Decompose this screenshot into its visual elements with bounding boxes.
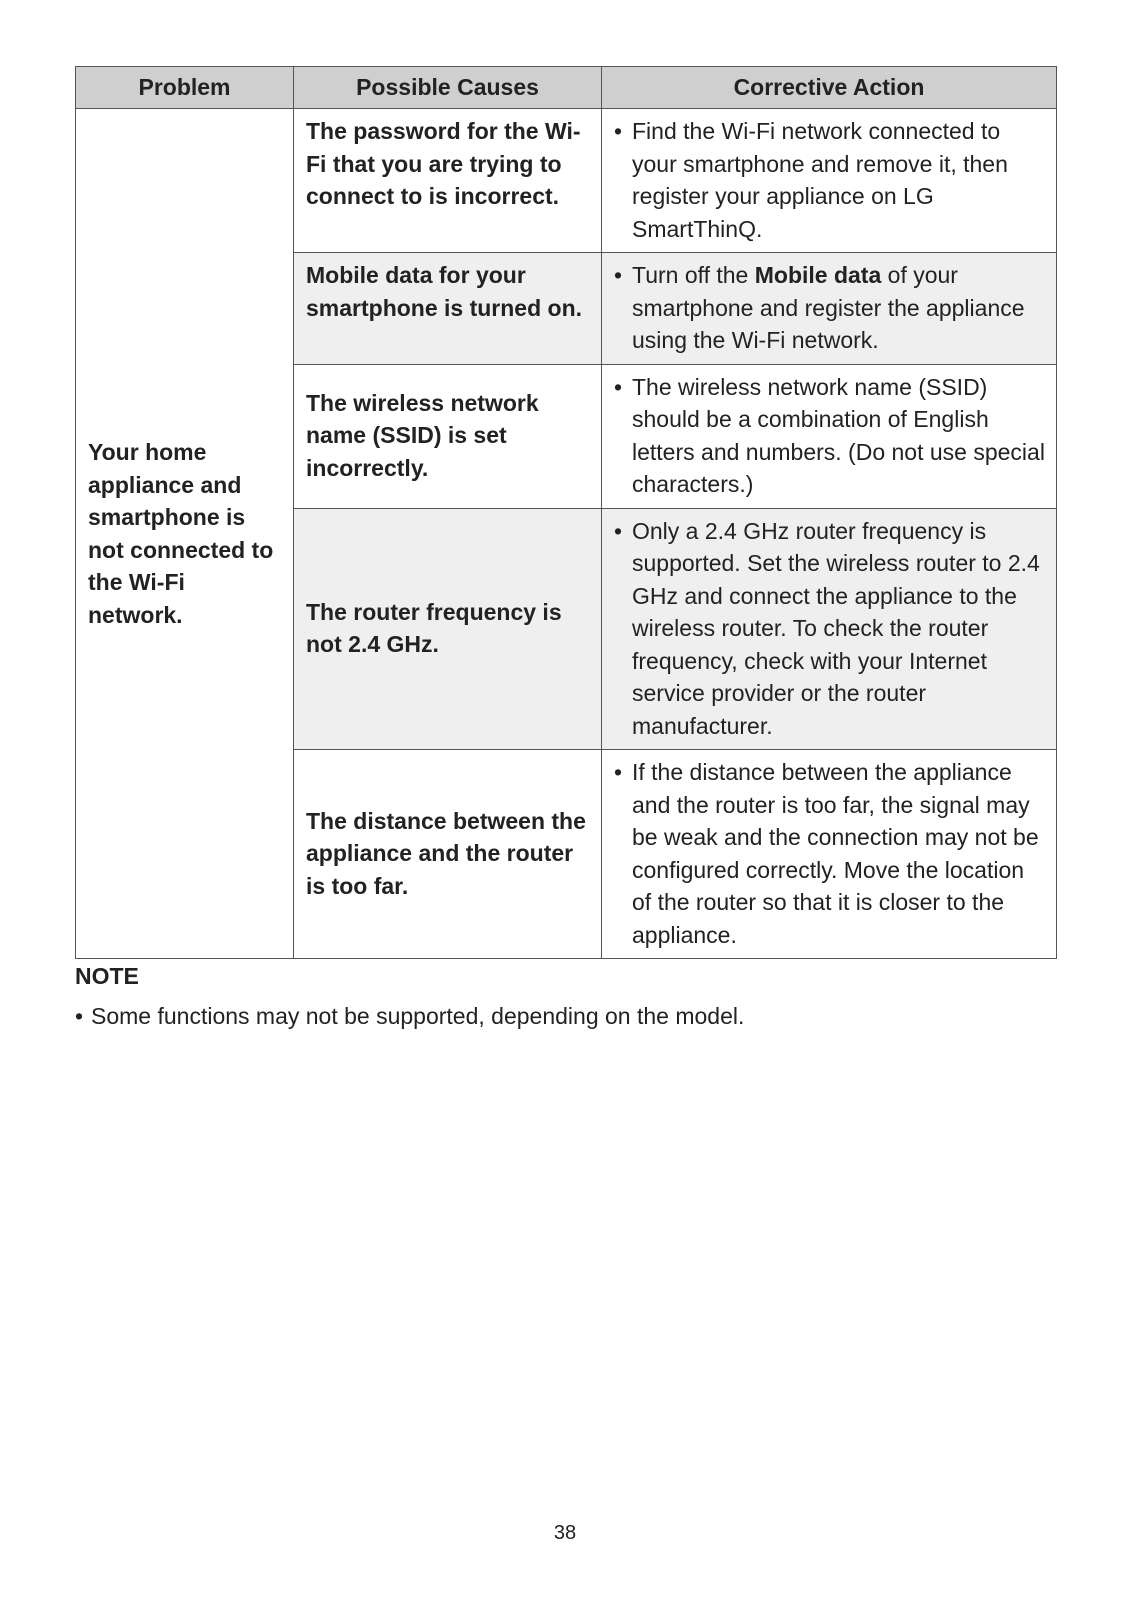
bullet-icon: • (614, 517, 623, 544)
bullet-icon: • (614, 373, 623, 400)
cause-cell: The wireless network name (SSID) is set incorrectly. (294, 364, 602, 508)
action-text: Find the Wi-Fi network connected to your smartphone and remove it, then register your appliance on LG SmartThinQ. (632, 118, 1008, 242)
mobile-data-bold: Mobile data (754, 262, 882, 288)
bullet-icon: • (614, 262, 623, 288)
cause-cell: Mobile data for your smartphone is turned on. (294, 253, 602, 365)
header-possible-causes: Possible Causes (294, 67, 602, 109)
action-text-start: Turn off the (632, 262, 755, 288)
cause-cell: The distance between the appliance and the router is too far. (294, 750, 602, 959)
troubleshooting-section (75, 66, 1056, 959)
action-text: Only a 2.4 GHz router frequency is supported. Set the wireless router to 2.4 GHz and connect the appliance to the wireless router. To check the router frequency, check with your Internet service provider or the router manufacturer. (632, 517, 1040, 739)
note-title: NOTE (75, 963, 139, 989)
cause-cell: The password for the Wi-Fi that you are trying to connect to is incorrect. (294, 109, 602, 253)
action-text (632, 259, 1046, 357)
table-row (76, 109, 1057, 253)
note-item (75, 1003, 744, 1030)
bullet-icon: • (614, 118, 623, 144)
problem-cell: Your home appliance and smartphone is not connected to the Wi-Fi network. (76, 109, 294, 959)
bullet-icon: • (75, 1003, 84, 1029)
page-number: 38 (553, 1522, 577, 1544)
cause-cell: The router frequency is not 2.4 GHz. (294, 508, 602, 750)
action-text: If the distance between the appliance and the router is too far, the signal may be weak and the connection may not be configured correctly. Move the location of the router so that it is closer to the appliance. (632, 759, 1039, 948)
action-cell (602, 508, 1057, 750)
header-corrective-action: Corrective Action (602, 67, 1057, 109)
action-text-end: of your smartphone and register the appliance using the Wi-Fi network. (632, 262, 1025, 353)
action-cell (602, 109, 1057, 253)
troubleshooting-table (75, 66, 1057, 959)
table-header-row (76, 67, 1057, 109)
action-cell (602, 253, 1057, 365)
header-problem: Problem (76, 67, 294, 109)
action-text: The wireless network name (SSID) should be a combination of English letters and numbers. (Do not use special characters.) (632, 373, 1045, 497)
action-cell (602, 750, 1057, 959)
note-text: Some functions may not be supported, depending on the model. (91, 1003, 745, 1029)
action-cell (602, 364, 1057, 508)
bullet-icon: • (614, 759, 623, 785)
